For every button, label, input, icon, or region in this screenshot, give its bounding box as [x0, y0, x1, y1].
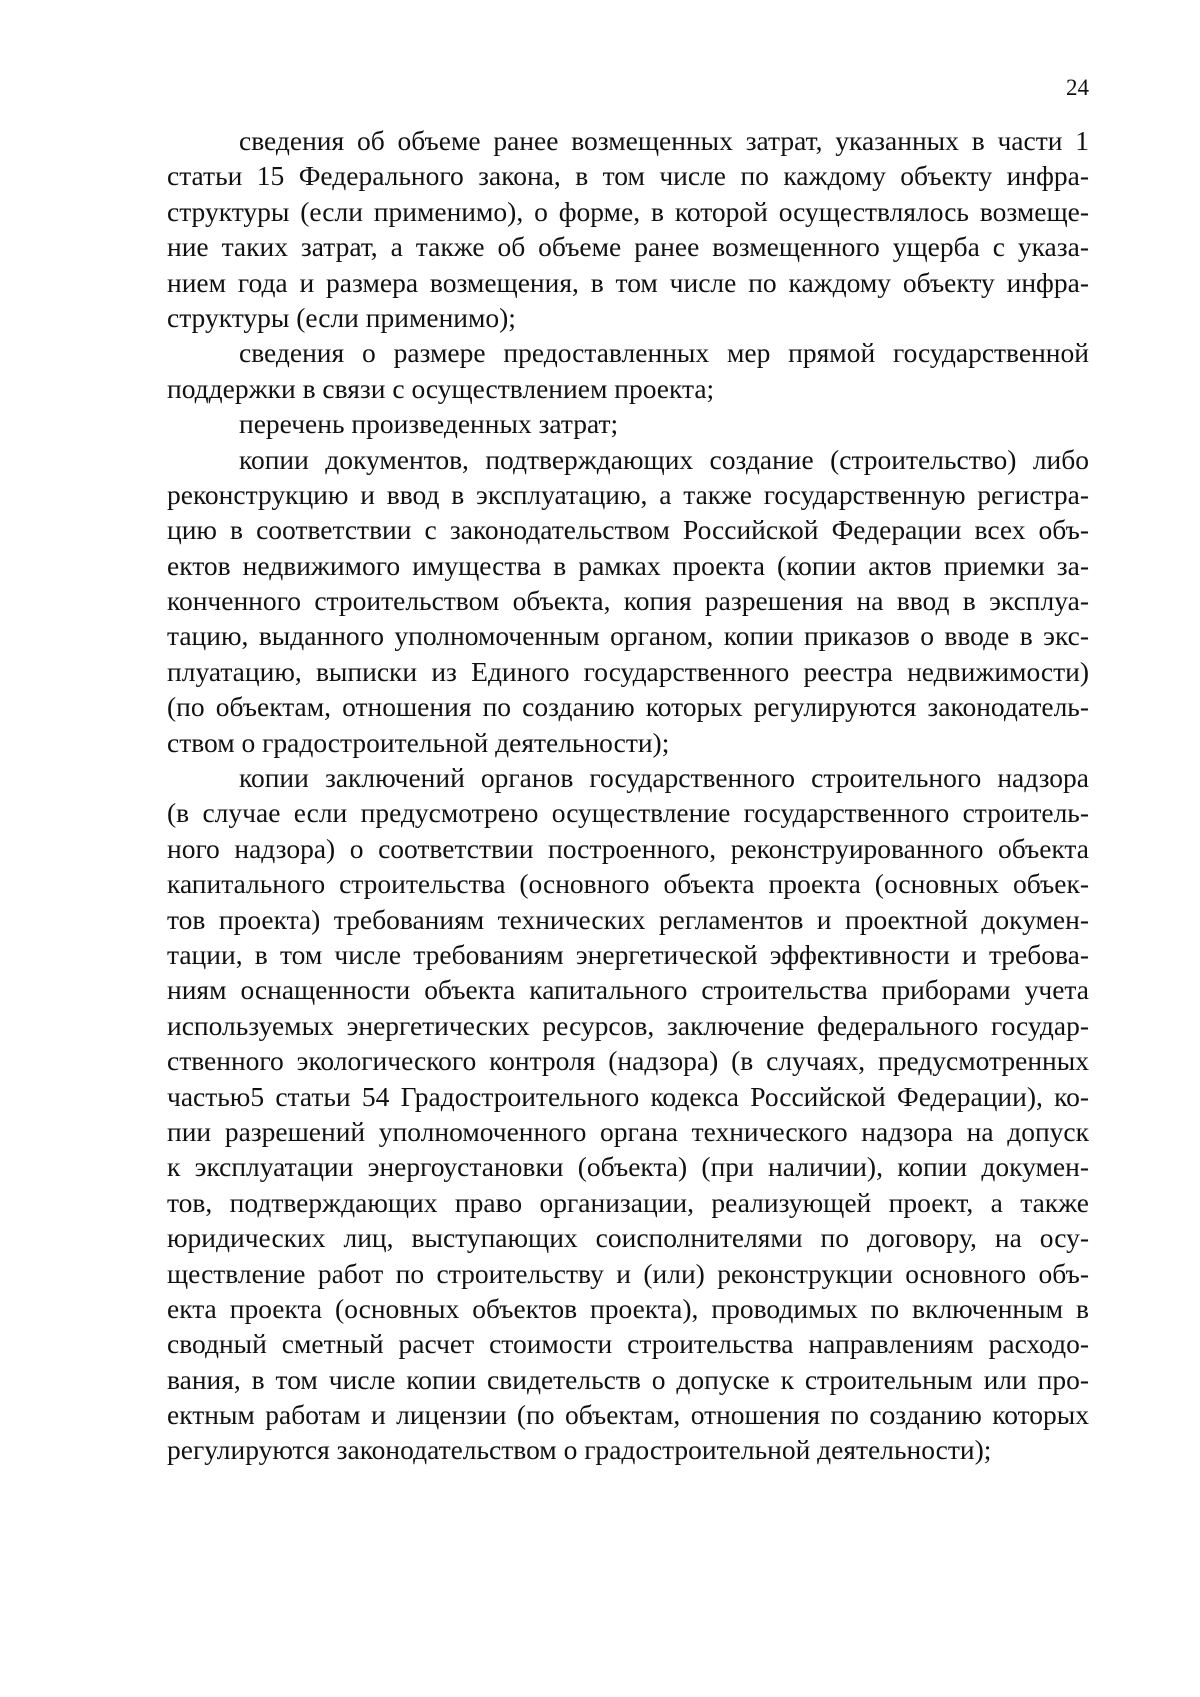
text-line: юридических лиц, выступающих соисполнителями по договору, на осу- [167, 1222, 1089, 1254]
text-line: сведения о размере предоставленных мер прямой государственной [239, 337, 1089, 369]
text-line: структуры (если применимо), о форме, в которой осуществлялось возмеще- [167, 195, 1089, 227]
document-body [167, 123, 1089, 1468]
text-line: используемых энергетических ресурсов, заключение федерального государ- [167, 1009, 1089, 1041]
text-line: реконструкцию и ввод в эксплуатацию, а также государственную регистра- [167, 478, 1089, 510]
text-line: плуатацию, выписки из Единого государственного реестра недвижимости) [167, 655, 1089, 687]
text-line: копии документов, подтверждающих создание (строительство) либо [239, 443, 1089, 475]
text-line: ственного экологического контроля (надзора) (в случаях, предусмотренных [167, 1045, 1089, 1077]
text-line: ством о градостроительной деятельности); [167, 726, 670, 758]
text-line: нием года и размера возмещения, в том числе по каждому объекту инфра- [167, 266, 1089, 298]
page-number: 24 [1066, 75, 1089, 100]
text-line: вания, в том числе копии свидетельств о допуске к строительным или про- [167, 1363, 1089, 1395]
text-line: тацию, выданного уполномоченным органом, копии приказов о вводе в экс- [167, 620, 1089, 652]
text-line: екта проекта (основных объектов проекта), проводимых по включенным в [167, 1292, 1089, 1324]
text-line: конченного строительством объекта, копия разрешения на ввод в эксплуа- [167, 585, 1089, 617]
text-line: ние таких затрат, а также об объеме ранее возмещенного ущерба с указа- [167, 231, 1089, 263]
paragraph [167, 760, 1089, 1468]
text-line: регулируются законодательством о градостроительной деятельности); [167, 1434, 992, 1466]
paragraph [167, 442, 1089, 761]
text-line: структуры (если применимо); [167, 301, 516, 333]
paragraph [167, 335, 1089, 406]
text-line: ектным работам и лицензии (по объектам, отношения по созданию которых [167, 1399, 1089, 1431]
text-line: капитального строительства (основного объекта проекта (основных объек- [167, 868, 1089, 900]
text-line: цию в соответствии с законодательством Российской Федерации всех объ- [167, 514, 1089, 546]
text-line: ниям оснащенности объекта капитального строительства приборами учета [167, 974, 1089, 1006]
text-line: ного надзора) о соответствии построенного, реконструированного объекта [167, 832, 1089, 864]
text-line: (по объектам, отношения по созданию которых регулируются законодатель- [167, 691, 1089, 723]
text-line: поддержки в связи с осуществлением проекта; [167, 372, 715, 404]
text-line: копии заключений органов государственного строительного надзора [239, 762, 1089, 794]
text-line: перечень произведенных затрат; [239, 408, 619, 440]
paragraph [167, 123, 1089, 335]
text-line: частью5 статьи 54 Градостроительного кодекса Российской Федерации), ко- [167, 1080, 1089, 1112]
text-line: тов проекта) требованиям технических регламентов и проектной докумен- [167, 903, 1089, 935]
text-line: к эксплуатации энергоустановки (объекта) (при наличии), копии докумен- [167, 1151, 1089, 1183]
text-line: сводный сметный расчет стоимости строительства направлениям расходо- [167, 1328, 1089, 1360]
text-line: ектов недвижимого имущества в рамках проекта (копии актов приемки за- [167, 549, 1089, 581]
text-line: тов, подтверждающих право организации, реализующей проект, а также [167, 1186, 1089, 1218]
text-line: пии разрешений уполномоченного органа технического надзора на допуск [167, 1115, 1089, 1147]
text-line: тации, в том числе требованиям энергетической эффективности и требова- [167, 938, 1089, 970]
text-line: статьи 15 Федерального закона, в том числе по каждому объекту инфра- [167, 160, 1089, 192]
paragraph [167, 406, 1089, 441]
text-line: (в случае если предусмотрено осуществление государственного строитель- [167, 797, 1089, 829]
text-line: сведения об объеме ранее возмещенных затрат, указанных в части 1 [239, 125, 1089, 156]
text-line: ществление работ по строительству и (или) реконструкции основного объ- [167, 1257, 1089, 1289]
